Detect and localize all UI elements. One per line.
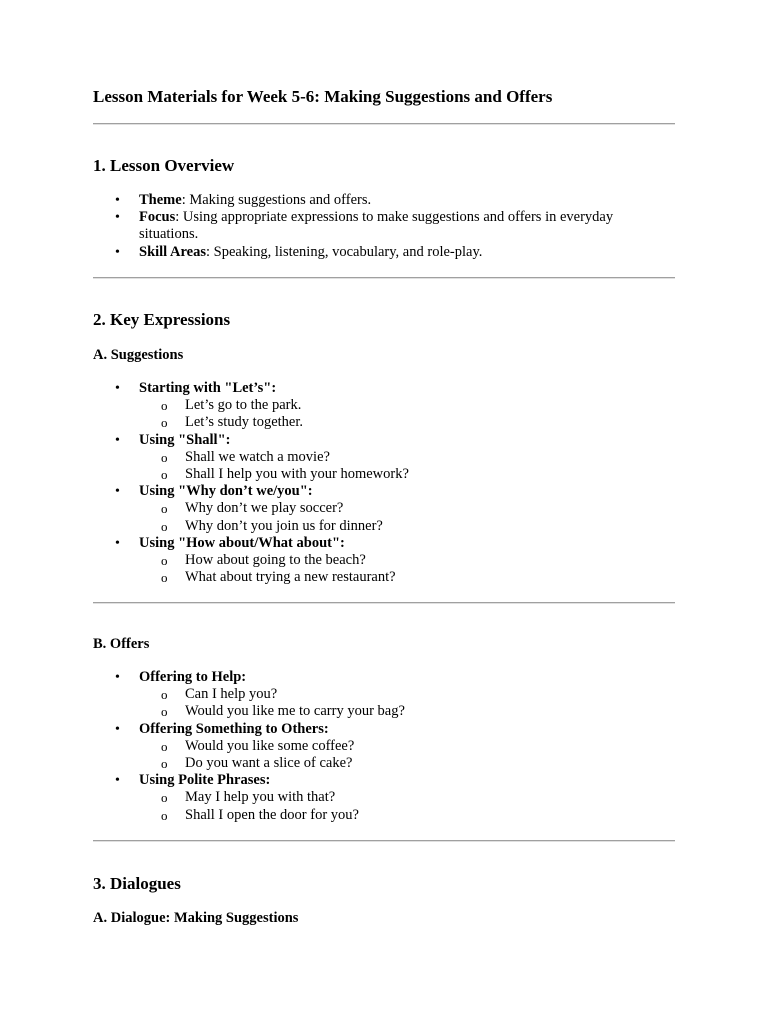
example-list [139,686,675,720]
horizontal-rule [93,123,675,125]
list-item [93,535,675,587]
example-list [139,738,675,772]
item-label: Focus [139,209,176,226]
example-item: o May I help you with that? [138,789,675,806]
list-item [93,244,675,261]
example-item: o Let’s study together. [138,414,675,431]
example-item: o Shall we watch a movie? [138,449,675,466]
group-label: Using "How about/What about": [139,534,345,551]
list-item [93,669,675,721]
offers-list [93,669,675,824]
example-item: o How about going to the beach? [138,552,675,569]
subsection-heading-suggestions: A. Suggestions [93,347,184,363]
suggestions-list [93,380,675,586]
example-item: o Why don’t we play soccer? [138,500,675,517]
section-heading-overview: 1. Lesson Overview [93,156,235,175]
horizontal-rule [93,602,675,604]
subsection-heading-offers: B. Offers [93,636,150,652]
example-item: o Do you want a slice of cake? [138,755,675,772]
group-label: Using "Why don’t we/you": [139,483,313,500]
list-item [93,432,675,484]
example-list [139,397,675,431]
list-item [93,209,675,243]
example-item: o Let’s go to the park. [138,397,675,414]
example-item: o Shall I help you with your homework? [138,466,675,483]
group-label: Using Polite Phrases: [139,772,271,789]
item-label: Theme [139,192,182,208]
group-label: Starting with "Let’s": [139,380,277,396]
example-list [139,500,675,534]
horizontal-rule [93,277,675,279]
group-label: Using "Shall": [139,431,231,448]
item-text: : Making suggestions and offers. [181,192,372,208]
group-label: Offering to Help: [139,669,247,685]
example-list [139,789,675,823]
subsection-heading-dialogue-suggestions: A. Dialogue: Making Suggestions [93,910,299,926]
list-item [93,721,675,773]
example-item: o Why don’t you join us for dinner? [138,518,675,535]
list-item [93,483,675,535]
list-item [93,380,675,432]
document-title: Lesson Materials for Week 5-6: Making Suggestions and Offers [93,87,553,106]
example-item: o What about trying a new restaurant? [138,569,675,586]
list-item [93,192,675,209]
section-heading-key-expressions: 2. Key Expressions [93,310,231,329]
example-list [139,449,675,483]
list-item [93,772,675,824]
example-item: o Can I help you? [138,686,675,703]
item-text: : Speaking, listening, vocabulary, and role-play. [206,243,483,260]
item-text: : Using appropriate expressions to make suggestions and offers in everyday situations. [139,209,614,243]
example-item: o Shall I open the door for you? [138,807,675,824]
item-label: Skill Areas [139,243,207,260]
example-item: o Would you like some coffee? [138,738,675,755]
overview-list [93,192,675,261]
section-heading-dialogues: 3. Dialogues [93,874,181,893]
example-list [139,552,675,586]
group-label: Offering Something to Others: [139,720,329,737]
example-item: o Would you like me to carry your bag? [138,703,675,720]
horizontal-rule [93,840,675,842]
